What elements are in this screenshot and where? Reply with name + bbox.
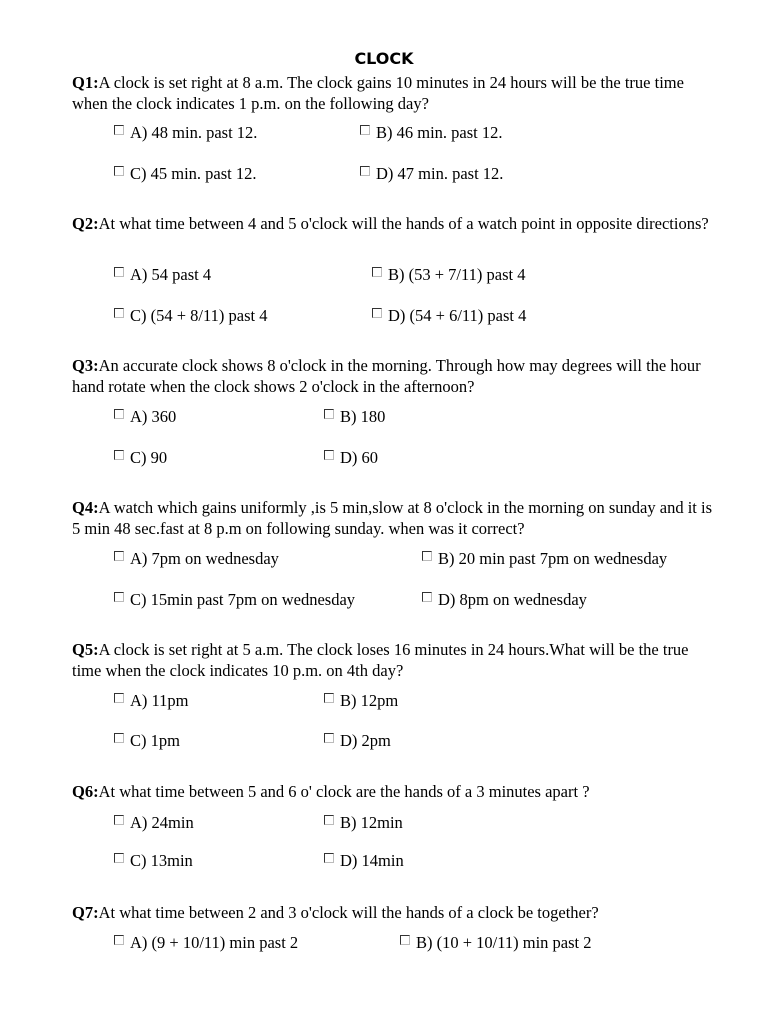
checkbox[interactable]	[422, 592, 432, 602]
q5-option-d-text[interactable]: D) 2pm	[340, 731, 391, 750]
question-4	[72, 497, 712, 539]
q1-option-b-text[interactable]: B) 46 min. past 12.	[376, 123, 503, 142]
q3-option-d-text[interactable]: D) 60	[340, 448, 379, 467]
question-5-text: A clock is set right at 5 a.m. The clock loses 16 minutes in 24 hours.What will be the true time when the clock indicates 10 p.m. on 4th day?	[72, 640, 689, 680]
checkbox[interactable]	[400, 935, 410, 945]
question-2	[72, 213, 712, 234]
q4-option-d-text[interactable]: D) 8pm on wednesday	[438, 590, 587, 609]
checkbox[interactable]	[372, 308, 382, 318]
q4-option-c-text[interactable]: C) 15min past 7pm on wednesday	[130, 590, 356, 609]
checkbox[interactable]	[324, 733, 334, 743]
q5-option-b[interactable]	[324, 690, 398, 712]
q4-option-b-text[interactable]: B) 20 min past 7pm on wednesday	[438, 549, 668, 568]
q7-option-b-text[interactable]: B) (10 + 10/11) min past 2	[416, 933, 592, 952]
question-2-text: At what time between 4 and 5 o'clock will the hands of a watch point in opposite directions?	[98, 214, 709, 233]
question-7	[72, 902, 712, 923]
question-6-label: Q6:	[72, 782, 99, 801]
q4-option-a-text[interactable]: A) 7pm on wednesday	[130, 549, 279, 568]
checkbox[interactable]	[360, 166, 370, 176]
question-7-label: Q7:	[72, 903, 99, 922]
question-3-label: Q3:	[72, 356, 99, 375]
question-1-label: Q1:	[72, 73, 99, 92]
q5-option-c[interactable]	[114, 730, 180, 752]
checkbox[interactable]	[114, 166, 124, 176]
q2-option-b[interactable]	[372, 264, 525, 286]
q5-option-a-text[interactable]: A) 11pm	[130, 691, 189, 710]
q6-option-d[interactable]	[324, 850, 404, 872]
q6-option-b[interactable]	[324, 812, 403, 834]
q6-option-d-text[interactable]: D) 14min	[340, 851, 404, 870]
checkbox[interactable]	[114, 815, 124, 825]
checkbox[interactable]	[114, 592, 124, 602]
checkbox[interactable]	[360, 125, 370, 135]
checkbox[interactable]	[114, 450, 124, 460]
q6-option-a[interactable]	[114, 812, 194, 834]
q7-option-b[interactable]	[400, 932, 592, 954]
q1-option-a-text[interactable]: A) 48 min. past 12.	[130, 123, 258, 142]
checkbox[interactable]	[114, 693, 124, 703]
q3-option-b[interactable]	[324, 406, 385, 428]
q2-option-a-text[interactable]: A) 54 past 4	[130, 265, 212, 284]
question-3	[72, 355, 712, 397]
q6-option-c-text[interactable]: C) 13min	[130, 851, 193, 870]
q5-option-b-text[interactable]: B) 12pm	[340, 691, 399, 710]
q3-option-c-text[interactable]: C) 90	[130, 448, 168, 467]
q6-option-b-text[interactable]: B) 12min	[340, 813, 403, 832]
question-6-text: At what time between 5 and 6 o' clock are the hands of a 3 minutes apart ?	[98, 782, 590, 801]
checkbox[interactable]	[114, 409, 124, 419]
q4-option-a[interactable]	[114, 548, 279, 570]
q2-option-d-text[interactable]: D) (54 + 6/11) past 4	[388, 306, 527, 325]
checkbox[interactable]	[372, 267, 382, 277]
checkbox[interactable]	[114, 853, 124, 863]
checkbox[interactable]	[422, 551, 432, 561]
q2-option-c[interactable]	[114, 305, 267, 327]
q4-option-c[interactable]	[114, 589, 355, 611]
checkbox[interactable]	[114, 733, 124, 743]
q1-option-c[interactable]	[114, 163, 257, 185]
checkbox[interactable]	[114, 125, 124, 135]
q2-option-c-text[interactable]: C) (54 + 8/11) past 4	[130, 306, 268, 325]
checkbox[interactable]	[114, 551, 124, 561]
checkbox[interactable]	[114, 935, 124, 945]
q3-option-b-text[interactable]: B) 180	[340, 407, 386, 426]
question-2-label: Q2:	[72, 214, 99, 233]
q1-option-d-text[interactable]: D) 47 min. past 12.	[376, 164, 504, 183]
checkbox[interactable]	[324, 450, 334, 460]
checkbox[interactable]	[114, 308, 124, 318]
question-4-label: Q4:	[72, 498, 99, 517]
checkbox[interactable]	[324, 815, 334, 825]
q3-option-a[interactable]	[114, 406, 176, 428]
q1-option-c-text[interactable]: C) 45 min. past 12.	[130, 164, 257, 183]
q1-option-a[interactable]	[114, 122, 257, 144]
q2-option-a[interactable]	[114, 264, 211, 286]
checkbox[interactable]	[324, 409, 334, 419]
q2-option-d[interactable]	[372, 305, 526, 327]
q7-option-a-text[interactable]: A) (9 + 10/11) min past 2	[130, 933, 299, 952]
page-title: CLOCK	[354, 49, 414, 68]
checkbox[interactable]	[324, 693, 334, 703]
q5-option-c-text[interactable]: C) 1pm	[130, 731, 180, 750]
q4-option-b[interactable]	[422, 548, 667, 570]
q3-option-d[interactable]	[324, 447, 378, 469]
question-5-label: Q5:	[72, 640, 99, 659]
checkbox[interactable]	[324, 853, 334, 863]
question-1-text: A clock is set right at 8 a.m. The clock gains 10 minutes in 24 hours will be the true time when the clock indicates 1 p.m. on the following day?	[72, 73, 684, 113]
q5-option-a[interactable]	[114, 690, 189, 712]
checkbox[interactable]	[114, 267, 124, 277]
question-6	[72, 781, 712, 802]
q1-option-d[interactable]	[360, 163, 503, 185]
q1-option-b[interactable]	[360, 122, 503, 144]
q4-option-d[interactable]	[422, 589, 587, 611]
question-5	[72, 639, 712, 681]
q2-option-b-text[interactable]: B) (53 + 7/11) past 4	[388, 265, 526, 284]
q7-option-a[interactable]	[114, 932, 298, 954]
q3-option-c[interactable]	[114, 447, 167, 469]
q6-option-c[interactable]	[114, 850, 193, 872]
q3-option-a-text[interactable]: A) 360	[130, 407, 177, 426]
q5-option-d[interactable]	[324, 730, 391, 752]
question-4-text: A watch which gains uniformly ,is 5 min,slow at 8 o'clock in the morning on sunday and it is 5 min 48 sec.fast at 8 p.m on following sunday. when was it correct?	[72, 498, 712, 538]
question-1	[72, 72, 712, 114]
question-7-text: At what time between 2 and 3 o'clock will the hands of a clock be together?	[98, 903, 599, 922]
question-3-text: An accurate clock shows 8 o'clock in the morning. Through how may degrees will the hour hand rotate when the clock shows 2 o'clock in the afternoon?	[72, 356, 701, 396]
q6-option-a-text[interactable]: A) 24min	[130, 813, 194, 832]
